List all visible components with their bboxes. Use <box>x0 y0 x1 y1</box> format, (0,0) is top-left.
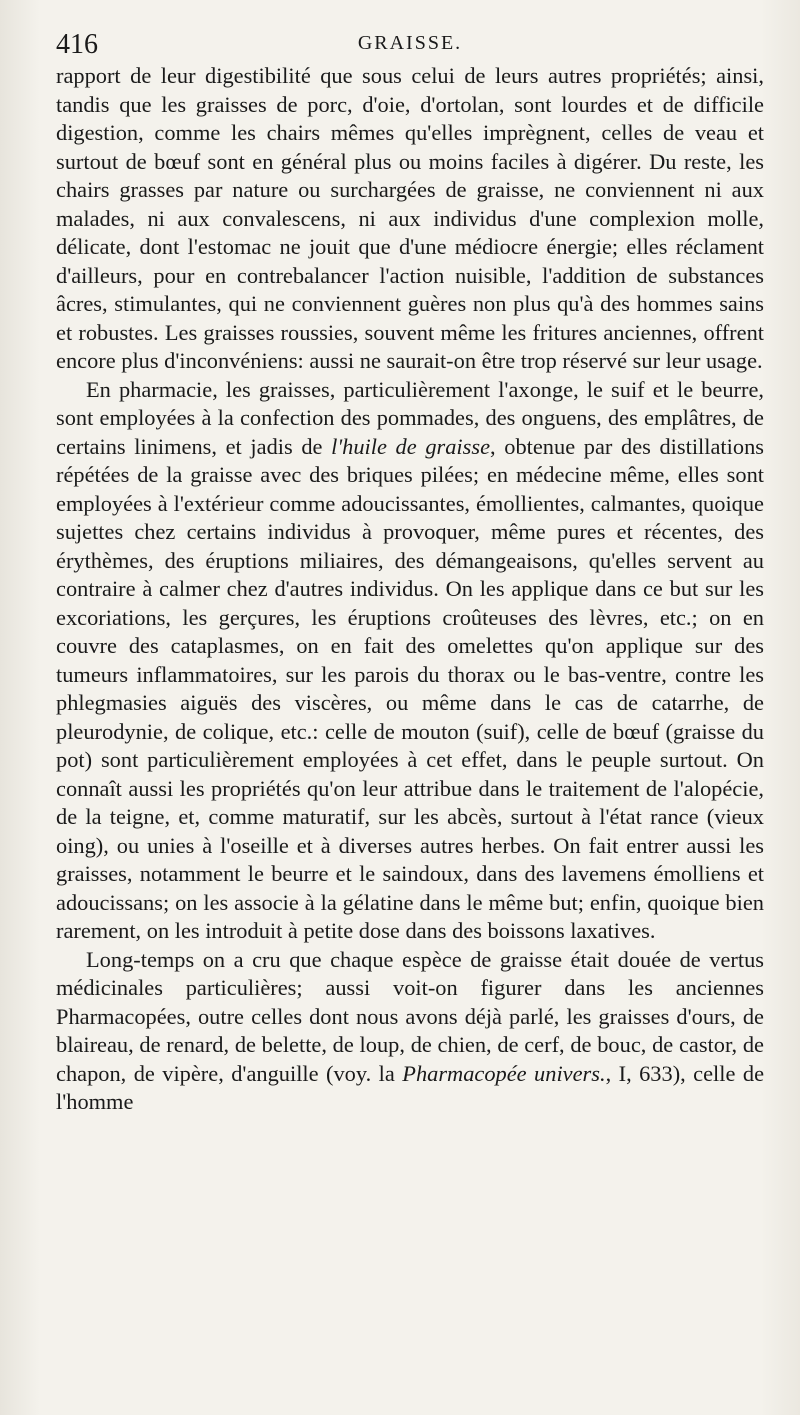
page-number: 416 <box>56 29 98 60</box>
paragraph-long-temps <box>56 946 764 1117</box>
paragraph-pharmacie <box>56 376 764 946</box>
italic-reference: Pharmacopée univers. <box>402 1060 606 1086</box>
italic-term: l'huile de graisse <box>331 433 491 459</box>
paragraph-text-end: , I, 633), celle de l'homme <box>56 1060 765 1114</box>
running-title: GRAISSE. <box>357 32 463 54</box>
paragraph-text-end: , obtenue par des distillations répétées de la graisse avec des briques pilées; en médecine même, elles sont employées à l'extérieur comme adoucissantes, émollientes, calmantes, quoique sujettes chez certains individus à provoquer, même pures et récentes, des érythèmes, des éruptions miliaires, des démangeaisons, qu'elles servent au contraire à calmer chez d'autres individus. On les applique dans ce but sur les excoriations, les gerçures, les éruptions croûteuses des lèvres, etc.; on en couvre des cataplasmes, on en fait des omelettes qu'on applique sur des tumeurs inflammatoires, sur les parois du thorax ou le bas-ventre, contre les phlegmasies aiguës des viscères, ou même dans le cas de catarrhe, de pleurodynie, de colique, etc.: celle de mouton (suif), celle de bœuf (graisse du pot) sont particulièrement employées à cet effet, dans le peuple surtout. On connaît aussi les propriétés qu'on leur attribue dans le traitement de l'alopécie, de la teigne, et, comme maturatif, sur les abcès, surtout à l'état rance (vieux oing), ou unies à l'oseille et à diverses autres herbes. On fait entrer aussi les graisses, notamment le beurre et le saindoux, dans des lavemens émolliens et adoucissans; on les associe à la gélatine dans le même but; enfin, quoique bien rarement, on les introduit à petite dose dans des boissons laxatives. <box>56 433 764 943</box>
paragraph-text-start: Long-temps on a cru que chaque espèce de graisse était douée de vertus médicinales particulières; aussi voit-on figurer dans les anciennes Pharmacopées, outre celles dont nous avons déjà parlé, les graisses d'ours, de blaireau, de renard, de belette, de loup, de chien, de cerf, de bouc, de castor, de chapon, de vipère, d'anguille (voy. la <box>56 946 764 1086</box>
paragraph-text-start: En pharmacie, les graisses, particulièrement l'axonge, le suif et le beurre, sont employées à la confection des pommades, des onguens, des emplâtres, de certains linimens, et jadis de <box>56 376 764 459</box>
paragraph-text: rapport de leur digestibilité que sous celui de leurs autres propriétés; ainsi, tandis que les graisses de porc, d'oie, d'ortolan, sont lourdes et de difficile digestion, comme les chairs mêmes qu'elles imprègnent, celles de veau et surtout de bœuf sont en général plus ou moins faciles à digérer. Du reste, les chairs grasses par nature ou surchargées de graisse, ne conviennent ni aux malades, ni aux convalescens, ni aux individus d'une complexion molle, délicate, dont l'estomac ne jouit que d'une médiocre énergie; elles réclament d'ailleurs, pour en contrebalancer l'action nuisible, l'addition de substances âcres, stimulantes, qui ne conviennent guères non plus qu'à des hommes sains et robustes. Les graisses roussies, souvent même les fritures anciennes, offrent encore plus d'inconvéniens: aussi ne saurait-on être trop réservé sur leur usage. <box>56 63 764 373</box>
paragraph-continuation <box>56 62 764 376</box>
body-text <box>56 62 764 1117</box>
running-head <box>56 28 764 62</box>
